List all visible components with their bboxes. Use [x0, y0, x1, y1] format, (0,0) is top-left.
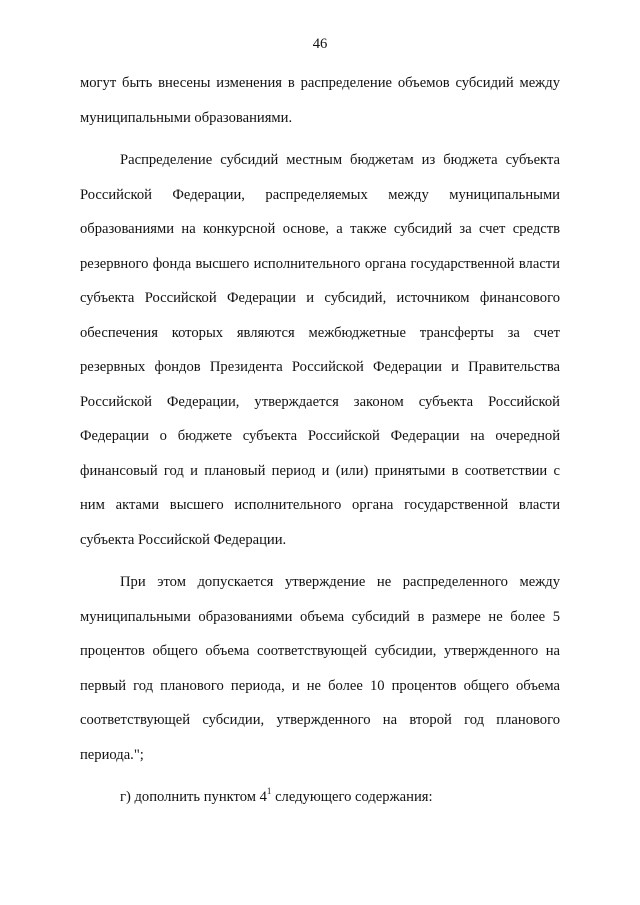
paragraph-continuation: могут быть внесены изменения в распределение объемов субсидий между муниципальными образованиями.	[80, 75, 560, 126]
paragraph-amendment	[80, 780, 560, 815]
amendment-text-before: г) дополнить пунктом 4	[120, 789, 267, 805]
amendment-text-after: следующего содержания:	[271, 789, 433, 805]
page-number: 46	[312, 36, 328, 52]
paragraph-allowance: При этом допускается утверждение не распределенного между муниципальными образованиями объема субсидий в размере не более 5 процентов общего объема соответствующей субсидии, утвержденного на первый год планового периода, и не более 10 процентов общего объема соответствующей субсидии, утвержденного на второй год планового периода.";	[80, 574, 560, 763]
paragraph-distribution: Распределение субсидий местным бюджетам из бюджета субъекта Российской Федерации, распределяемых между муниципальными образованиями на конкурсной основе, а также субсидий за счет средств резервного фонда высшего исполнительного органа государственной власти субъекта Российской Федерации и субсидий, источником финансового обеспечения которых являются межбюджетные трансферты за счет резервных фондов Президента Российской Федерации и Правительства Российской Федерации, утверждается законом субъекта Российской Федерации о бюджете субъекта Российской Федерации на очередной финансовый год и плановый период и (или) принятыми в соответствии с ним актами высшего исполнительного органа государственной власти субъекта Российской Федерации.	[80, 152, 560, 548]
document-body	[80, 66, 560, 815]
amendment-superscript: 1	[266, 786, 272, 797]
